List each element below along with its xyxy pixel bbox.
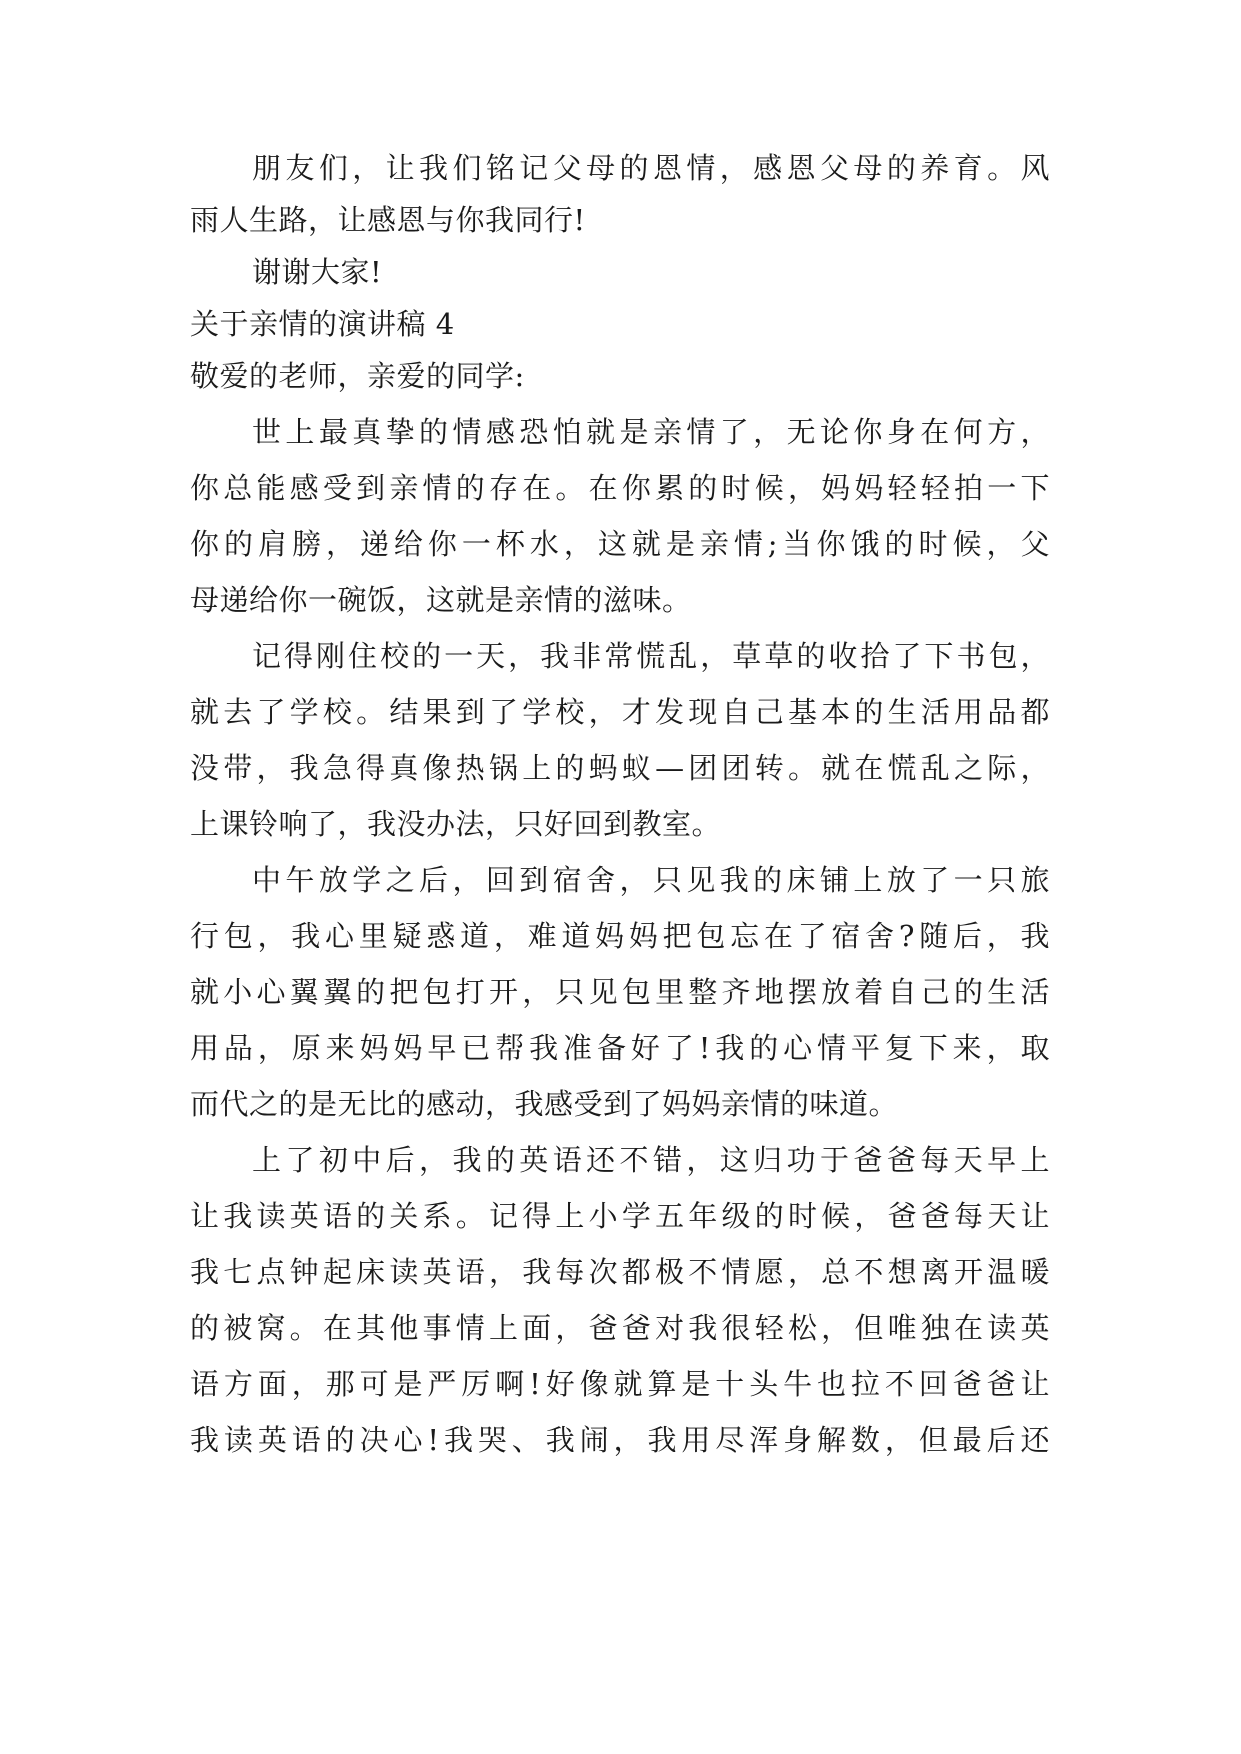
paragraph-line: 语方面，那可是严厉啊!好像就算是十头牛也拉不回爸爸让 xyxy=(190,1367,1050,1401)
paragraph-line: 行包，我心里疑惑道，难道妈妈把包忘在了宿舍?随后，我 xyxy=(190,919,1050,953)
paragraph-line: 你的肩膀，递给你一杯水，这就是亲情;当你饿的时候，父 xyxy=(190,527,1050,561)
paragraph-line: 上课铃响了，我没办法，只好回到教室。 xyxy=(190,807,722,841)
paragraph-line: 用品，原来妈妈早已帮我准备好了!我的心情平复下来，取 xyxy=(190,1031,1050,1065)
paragraph-line: 你总能感受到亲情的存在。在你累的时候，妈妈轻轻拍一下 xyxy=(190,471,1050,505)
paragraph-line: 中午放学之后，回到宿舍，只见我的床铺上放了一只旅 xyxy=(252,863,1050,897)
paragraph-line: 母递给你一碗饭，这就是亲情的滋味。 xyxy=(190,583,692,617)
paragraph-line: 就去了学校。结果到了学校，才发现自己基本的生活用品都 xyxy=(190,695,1050,729)
salutation: 敬爱的老师，亲爱的同学: xyxy=(190,359,525,393)
paragraph-line: 世上最真挚的情感恐怕就是亲情了，无论你身在何方， xyxy=(252,415,1050,449)
section-heading: 关于亲情的演讲稿 4 xyxy=(190,307,455,341)
paragraph-line: 的被窝。在其他事情上面，爸爸对我很轻松，但唯独在读英 xyxy=(190,1311,1050,1345)
paragraph-line: 就小心翼翼的把包打开，只见包里整齐地摆放着自己的生活 xyxy=(190,975,1050,1009)
paragraph-line: 我读英语的决心!我哭、我闹，我用尽浑身解数，但最后还 xyxy=(190,1423,1050,1457)
paragraph-line: 让我读英语的关系。记得上小学五年级的时候，爸爸每天让 xyxy=(190,1199,1050,1233)
paragraph-line: 记得刚住校的一天，我非常慌乱，草草的收拾了下书包， xyxy=(252,639,1050,673)
paragraph-line: 而代之的是无比的感动，我感受到了妈妈亲情的味道。 xyxy=(190,1087,899,1121)
paragraph-line: 朋友们，让我们铭记父母的恩情，感恩父母的养育。风 xyxy=(252,151,1050,185)
paragraph-line: 上了初中后，我的英语还不错，这归功于爸爸每天早上 xyxy=(252,1143,1050,1177)
paragraph-line: 我七点钟起床读英语，我每次都极不情愿，总不想离开温暖 xyxy=(190,1255,1050,1289)
paragraph-line: 雨人生路，让感恩与你我同行! xyxy=(190,203,586,237)
paragraph-line: 谢谢大家! xyxy=(252,255,383,289)
paragraph-line: 没带，我急得真像热锅上的蚂蚁—团团转。就在慌乱之际， xyxy=(190,751,1050,785)
